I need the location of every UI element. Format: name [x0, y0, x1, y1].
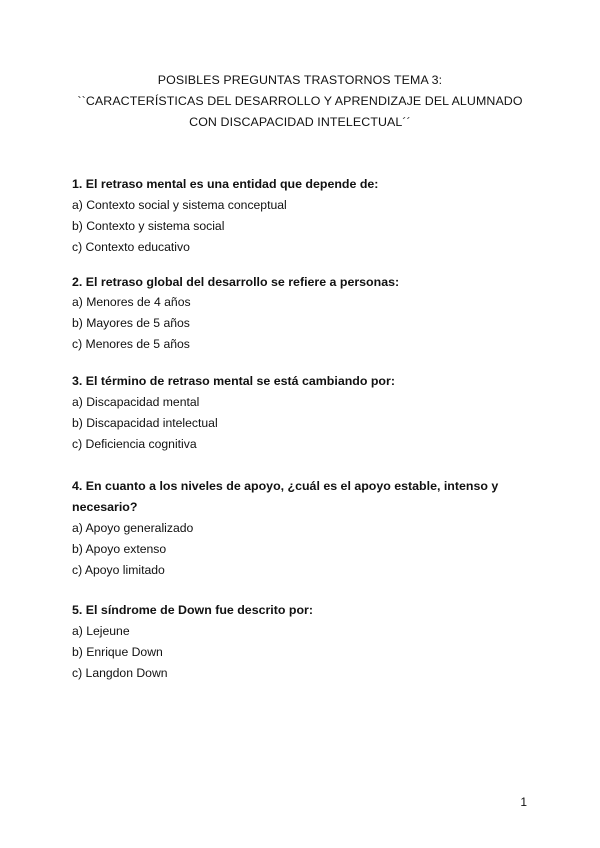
question-2-option-b: b) Mayores de 5 años	[72, 316, 190, 330]
question-5-option-c: c) Langdon Down	[72, 666, 168, 680]
question-3-text: 3. El término de retraso mental se está cambiando por:	[72, 374, 395, 388]
question-3-option-c: c) Deficiencia cognitiva	[72, 437, 197, 451]
question-1-option-b: b) Contexto y sistema social	[72, 219, 225, 233]
question-4-option-a: a) Apoyo generalizado	[72, 521, 194, 535]
question-3-option-b: b) Discapacidad intelectual	[72, 416, 218, 430]
question-2-text: 2. El retraso global del desarrollo se refiere a personas:	[72, 275, 400, 289]
question-2	[72, 272, 542, 355]
question-4	[72, 476, 542, 581]
question-4-option-b: b) Apoyo extenso	[72, 542, 167, 556]
header-line-2: ``CARACTERÍSTICAS DEL DESARROLLO Y APRENDIZAJE DEL ALUMNADO	[77, 94, 523, 108]
question-5-option-a: a) Lejeune	[72, 624, 130, 638]
document-header	[0, 70, 600, 133]
question-3-option-a: a) Discapacidad mental	[72, 395, 200, 409]
page-number: 1	[520, 795, 527, 809]
question-4-text-line-2: necesario?	[72, 500, 138, 514]
question-4-text	[72, 476, 542, 518]
question-1-option-a: a) Contexto social y sistema conceptual	[72, 198, 287, 212]
header-line-3: CON DISCAPACIDAD INTELECTUAL´´	[189, 115, 411, 129]
header-line-1: POSIBLES PREGUNTAS TRASTORNOS TEMA 3:	[157, 73, 443, 87]
question-4-text-line-1: 4. En cuanto a los niveles de apoyo, ¿cuál es el apoyo estable, intenso y	[72, 479, 499, 493]
question-5	[72, 600, 542, 684]
question-1-option-c: c) Contexto educativo	[72, 240, 190, 254]
question-2-option-c: c) Menores de 5 años	[72, 337, 190, 351]
question-3	[72, 371, 542, 455]
question-2-option-a: a) Menores de 4 años	[72, 295, 191, 309]
question-1	[72, 174, 542, 258]
question-1-text: 1. El retraso mental es una entidad que depende de:	[72, 177, 379, 191]
question-4-option-c: c) Apoyo limitado	[72, 563, 165, 577]
question-5-option-b: b) Enrique Down	[72, 645, 163, 659]
question-5-text: 5. El síndrome de Down fue descrito por:	[72, 603, 313, 617]
